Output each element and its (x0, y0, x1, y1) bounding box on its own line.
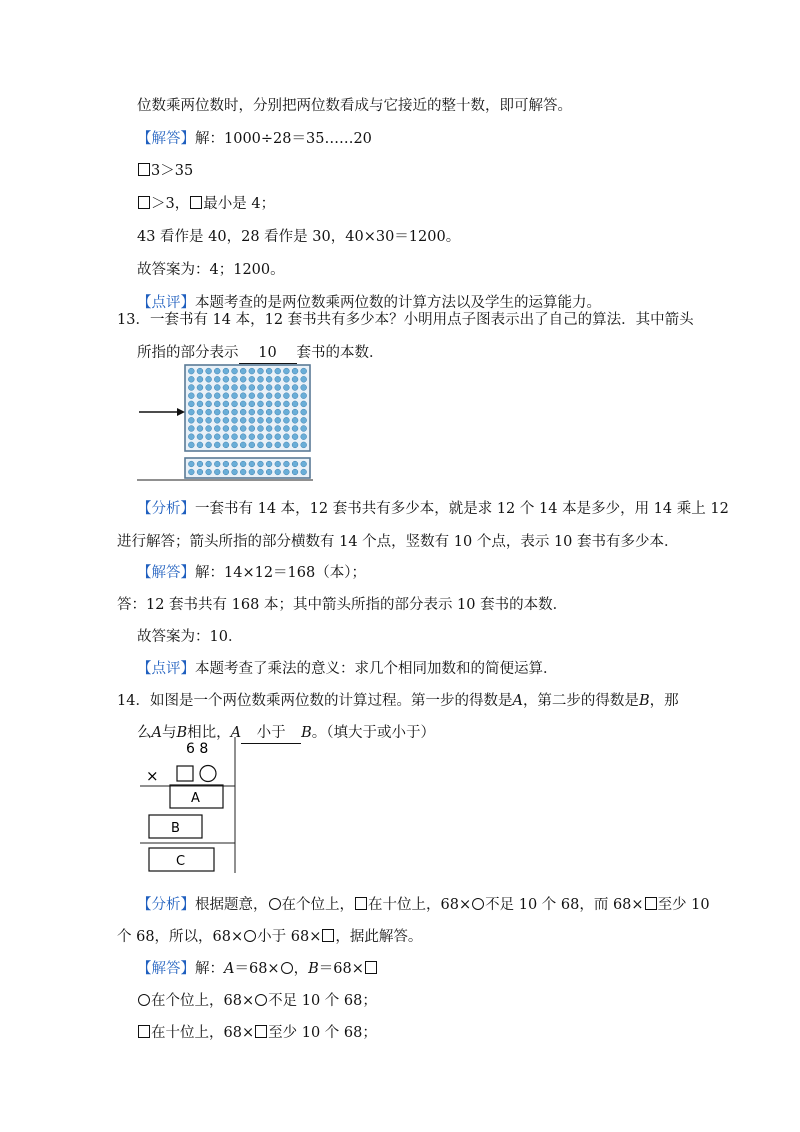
dot (301, 401, 307, 407)
dot (249, 376, 255, 382)
answer-tag: 【解答】 (137, 565, 195, 581)
square-symbol (138, 1025, 150, 1038)
dot (301, 469, 307, 475)
analysis-tag: 【分析】 (137, 897, 195, 913)
dot (249, 368, 255, 374)
dot (232, 368, 238, 374)
variable-b: B (176, 725, 188, 741)
dot (301, 461, 307, 467)
analysis-line: 进行解答；箭头所指的部分横数有 14 个点，竖数有 10 个点，表示 10 套书有多少本． (117, 534, 679, 550)
variable-b: B (638, 693, 650, 709)
dot (197, 409, 203, 415)
square-symbol (255, 1025, 267, 1038)
dot (301, 442, 307, 448)
dot (292, 409, 298, 415)
dot (188, 385, 194, 391)
dot (275, 442, 281, 448)
variable-a: A (151, 725, 162, 741)
square-symbol (322, 929, 334, 942)
dot (188, 409, 194, 415)
dot (206, 417, 212, 423)
dot (266, 393, 272, 399)
answer-line (137, 194, 275, 214)
dot (283, 417, 289, 423)
dot (266, 385, 272, 391)
dot (266, 376, 272, 382)
top-number: 6 8 (186, 741, 209, 757)
dot (283, 434, 289, 440)
dot (214, 401, 220, 407)
dot (206, 409, 212, 415)
answer-text: ＝68× (318, 961, 364, 977)
question-text: ，第二步的得数是 (522, 693, 639, 709)
dot (292, 376, 298, 382)
answer-text: 3＞35 (151, 163, 194, 179)
dot (266, 442, 272, 448)
dot (266, 417, 272, 423)
circle-symbol (200, 766, 216, 782)
dot (206, 385, 212, 391)
bottom-frame (185, 458, 310, 478)
dot (197, 385, 203, 391)
analysis-text: 至少 10 (657, 897, 710, 913)
circle-symbol (255, 994, 267, 1006)
question-text: 么 (137, 725, 152, 741)
circle-symbol (269, 898, 281, 910)
square-symbol (190, 196, 202, 209)
box-a-label: A (191, 791, 200, 806)
dot (232, 385, 238, 391)
dot (188, 461, 194, 467)
question-14-line (117, 691, 679, 711)
dot (249, 469, 255, 475)
dot (188, 469, 194, 475)
dot (240, 426, 246, 432)
dot (223, 385, 229, 391)
dot (188, 393, 194, 399)
dot (249, 417, 255, 423)
square-symbol (177, 766, 193, 781)
analysis-text: 不足 10 个 68，而 68× (485, 897, 644, 913)
answer-text: ＞3， (151, 196, 190, 212)
dot (188, 426, 194, 432)
paragraph-line: 位数乘两位数时，分别把两位数看成与它接近的整十数，即可解答。 (137, 98, 572, 114)
dot (284, 469, 290, 475)
dot (301, 376, 307, 382)
dot (232, 442, 238, 448)
dot (206, 469, 212, 475)
dot (240, 401, 246, 407)
dot (214, 368, 220, 374)
dot (223, 461, 229, 467)
answer-line: 43 看作是 40，28 看作是 30，40×30＝1200。 (137, 229, 461, 245)
analysis-text: 在十位上，68× (368, 897, 472, 913)
answer-line (137, 991, 377, 1011)
dot (240, 461, 246, 467)
dot (266, 401, 272, 407)
dot (206, 376, 212, 382)
dot (197, 393, 203, 399)
dot (283, 376, 289, 382)
analysis-line (137, 895, 710, 915)
answer-text: 在十位上，68× (151, 1025, 255, 1041)
dot (232, 461, 238, 467)
dot (214, 442, 220, 448)
dot (249, 442, 255, 448)
dot (206, 393, 212, 399)
variable-b: B (308, 961, 319, 977)
dot (258, 409, 264, 415)
answer-line: 答：12 套书共有 168 本；其中箭头所指的部分表示 10 套书的本数． (117, 597, 568, 613)
square-symbol (138, 163, 150, 176)
circle-symbol (138, 994, 150, 1006)
dot (283, 442, 289, 448)
dot (292, 461, 298, 467)
dot (292, 368, 298, 374)
dot (188, 417, 194, 423)
answer-line: 故答案为：4；1200。 (137, 262, 285, 278)
dot (249, 393, 255, 399)
dot (232, 469, 238, 475)
dot (223, 401, 229, 407)
dot (275, 393, 281, 399)
answer-line (137, 1023, 377, 1043)
question-text: 与 (161, 725, 177, 741)
answer-text: 解：14×12＝168（本）； (195, 565, 366, 581)
review-tag: 【点评】 (137, 295, 195, 311)
dot (275, 385, 281, 391)
box-b-label: B (171, 821, 180, 836)
dot (301, 417, 307, 423)
dot (292, 426, 298, 432)
dot (214, 385, 220, 391)
analysis-text: 在个位上， (281, 897, 354, 913)
dot (292, 417, 298, 423)
dot (223, 376, 229, 382)
variable-a: A (230, 725, 242, 741)
dot (258, 368, 264, 374)
dot (266, 368, 272, 374)
dot (197, 442, 203, 448)
dot (301, 385, 307, 391)
answer-text: 至少 10 个 68； (268, 1025, 377, 1041)
dot (197, 461, 203, 467)
dot (206, 461, 212, 467)
answer-text: ， (293, 961, 309, 977)
dot (275, 409, 281, 415)
square-symbol (138, 196, 150, 209)
answer-line (137, 563, 366, 583)
dot (214, 434, 220, 440)
dot (206, 442, 212, 448)
dot (283, 401, 289, 407)
dot (197, 417, 203, 423)
question-text: 套书的本数． (296, 345, 384, 361)
dot (223, 368, 229, 374)
dot (232, 434, 238, 440)
dot (223, 417, 229, 423)
dot (240, 385, 246, 391)
dot (258, 442, 264, 448)
analysis-text: 小于 68× (257, 929, 322, 945)
review-line (137, 659, 558, 679)
dot (197, 426, 203, 432)
dot (223, 434, 229, 440)
square-symbol (355, 897, 367, 910)
answer-text: 解：1000÷28＝35……20 (195, 131, 372, 147)
dot (223, 393, 229, 399)
dot (240, 409, 246, 415)
answer-blank: 10 (239, 343, 297, 364)
dot (275, 401, 281, 407)
dot (258, 401, 264, 407)
dot (266, 434, 272, 440)
arrow-icon (177, 408, 185, 416)
dot (223, 442, 229, 448)
answer-line (137, 959, 378, 979)
dot (283, 409, 289, 415)
dot (197, 434, 203, 440)
dot (292, 442, 298, 448)
dot (249, 401, 255, 407)
answer-line (137, 161, 193, 181)
dot (292, 385, 298, 391)
dot (223, 409, 229, 415)
dot (275, 376, 281, 382)
dot (214, 469, 220, 475)
top-frame (185, 365, 310, 451)
answer-text: 解： (195, 961, 224, 977)
box-c-label: C (176, 854, 186, 869)
dot (275, 417, 281, 423)
question-text: 。（填大于或小于） (311, 725, 436, 741)
dot (258, 469, 264, 475)
dot (249, 434, 255, 440)
dot (206, 368, 212, 374)
dot (232, 401, 238, 407)
dot (206, 434, 212, 440)
dot (240, 434, 246, 440)
dot (292, 469, 298, 475)
variable-a: A (224, 961, 235, 977)
dot (284, 461, 290, 467)
dot (249, 385, 255, 391)
dot (275, 469, 281, 475)
dot (206, 426, 212, 432)
dot (258, 376, 264, 382)
analysis-tag: 【分析】 (137, 501, 195, 517)
dot (214, 376, 220, 382)
dot (258, 393, 264, 399)
answer-line: 故答案为：10． (137, 629, 243, 645)
dot (292, 434, 298, 440)
answer-blank: 小于 (241, 723, 301, 744)
dot (266, 461, 272, 467)
multiplication-diagram (138, 735, 238, 875)
dot (258, 417, 264, 423)
times-sign: × (146, 767, 159, 785)
variable-a: A (512, 693, 523, 709)
question-13-line: 13．一套书有 14 本，12 套书共有多少本？小明用点子图表示出了自己的算法．其中箭头 (117, 312, 694, 328)
dot-diagram (137, 360, 317, 485)
dot (197, 401, 203, 407)
dot (249, 409, 255, 415)
dot (232, 393, 238, 399)
dot (223, 426, 229, 432)
dot (188, 368, 194, 374)
review-text: 本题考查了乘法的意义：求几个相同加数和的简便运算． (195, 661, 558, 677)
circle-symbol (281, 962, 293, 974)
dot (258, 385, 264, 391)
analysis-line (137, 499, 729, 519)
dot (258, 434, 264, 440)
dot (301, 426, 307, 432)
dot (240, 442, 246, 448)
dot (188, 401, 194, 407)
dot (301, 368, 307, 374)
answer-text: 在个位上，68× (151, 993, 255, 1009)
analysis-text: 根据题意， (195, 897, 268, 913)
dot (266, 469, 272, 475)
answer-text: 最小是 4； (203, 196, 276, 212)
dot (240, 376, 246, 382)
answer-line (137, 129, 372, 149)
circle-symbol (472, 898, 484, 910)
dot (223, 469, 229, 475)
answer-text: ＝68× (234, 961, 280, 977)
circle-symbol (244, 930, 256, 942)
dot (188, 376, 194, 382)
dot (283, 368, 289, 374)
dot (232, 376, 238, 382)
square-symbol (645, 897, 657, 910)
dot (301, 409, 307, 415)
dot (197, 376, 203, 382)
question-text: 14．如图是一个两位数乘两位数的计算过程。第一步的得数是 (117, 693, 513, 709)
dot (266, 426, 272, 432)
dot (232, 409, 238, 415)
review-tag: 【点评】 (137, 661, 195, 677)
dot (214, 426, 220, 432)
dot (275, 426, 281, 432)
dot (197, 469, 203, 475)
dot (258, 426, 264, 432)
variable-b: B (301, 725, 312, 741)
dot (232, 417, 238, 423)
answer-tag: 【解答】 (137, 961, 195, 977)
dot (206, 401, 212, 407)
dot (266, 409, 272, 415)
dot (301, 434, 307, 440)
dot (240, 417, 246, 423)
dot (249, 426, 255, 432)
dot (292, 401, 298, 407)
analysis-line (117, 927, 422, 947)
dot (240, 393, 246, 399)
dot (197, 368, 203, 374)
question-text: ，那 (649, 693, 679, 709)
question-text: 所指的部分表示 (137, 345, 239, 361)
dot (188, 442, 194, 448)
dot (292, 393, 298, 399)
dot (214, 393, 220, 399)
dot (275, 368, 281, 374)
answer-text: 不足 10 个 68； (268, 993, 377, 1009)
dot (214, 417, 220, 423)
dot (283, 393, 289, 399)
question-text: 相比， (187, 725, 231, 741)
dot (240, 469, 246, 475)
dot (232, 426, 238, 432)
answer-tag: 【解答】 (137, 131, 195, 147)
dot (301, 393, 307, 399)
dot (188, 434, 194, 440)
dot (214, 409, 220, 415)
dot (275, 434, 281, 440)
square-symbol (365, 961, 377, 974)
dot (214, 461, 220, 467)
dot (283, 385, 289, 391)
dot (283, 426, 289, 432)
review-text: 本题考查的是两位数乘两位数的计算方法以及学生的运算能力。 (195, 295, 601, 311)
dot (275, 461, 281, 467)
dot (249, 461, 255, 467)
dot (258, 461, 264, 467)
analysis-text: ，据此解答。 (335, 929, 423, 945)
dot (240, 368, 246, 374)
analysis-text: 一套书有 14 本，12 套书共有多少本，就是求 12 个 14 本是多少，用 14 乘上 12 (195, 501, 729, 517)
analysis-text: 个 68，所以，68× (117, 929, 244, 945)
